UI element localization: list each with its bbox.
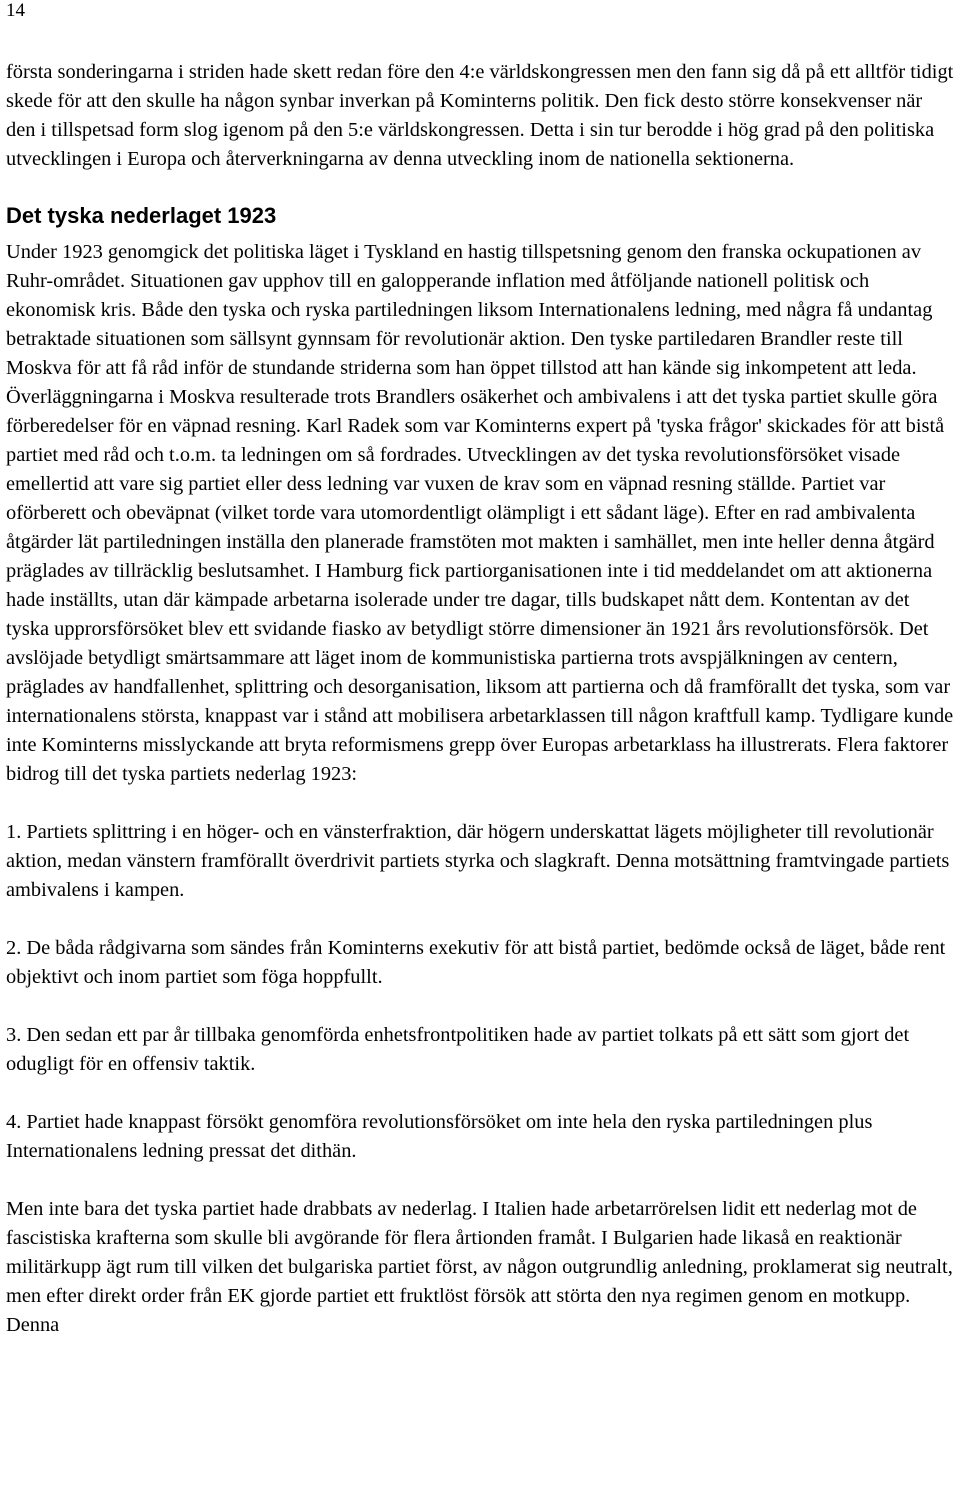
list-item-1: 1. Partiets splittring i en höger- och en vänsterfraktion, där högern underskattat lägets möjligheter till revolutionär aktion, medan vänstern framförallt överdrivit partiets styrka och slagkraft. Denna motsättning framtvingade partiets ambivalens i kampen. bbox=[6, 821, 950, 901]
main-paragraph: Under 1923 genomgick det politiska läget i Tyskland en hastig tillspetsning genom den franska ockupationen av Ruhr-området. Situationen gav upphov till en galopperande inflation med åtföljande nationell politisk och ekonomisk kris. Både den tyska och ryska partiledningen liksom Internationalens ledning, med några få undantag betraktade situationen som sällsynt gynnsam för revolutionär aktion. Den tyske partiledaren Brandler reste till Moskva för att få råd inför de stundande striderna som han öppet tillstod att han kände sig inkompetent att leda. Överläggningarna i Moskva resulterade trots Brandlers osäkerhet och ambivalens i att det tyska partiet skulle göra förberedelser för en väpnad resning. Karl Radek som var Kominterns expert på 'tyska frågor' skickades för att bistå partiet med råd och t.o.m. ta ledningen om så fordrades. Utvecklingen av det tyska revolutionsförsöket visade emellertid att vare sig partiet eller dess ledning var vuxen de krav som en väpnad resning ställde. Partiet var oförberett och obeväpnat (vilket torde vara utomordentligt olämpligt i ett sådant läge). Efter en rad ambivalenta åtgärder lät partiledningen inställa den planerade framstöten mot makten i samhället, men inte heller denna åtgärd präglades av tillräcklig beslutsamhet. I Hamburg fick partiorganisationen inte i tid meddelandet om att aktionerna hade inställts, utan där kämpade arbetarna isolerade under tre dagar, tills budskapet nått dem. Kontentan av det tyska upprorsförsöket blev ett svidande fiasko av betydligt större dimensioner än 1921 års revolutionsförsök. Det avslöjade betydligt smärtsammare att läget inom de kommunistiska partierna trots avspjälkningen av centern, präglades av handfallenhet, splittring och desorganisation, liksom att partierna och då framförallt det tyska, som var internationalens största, knappast var i stånd att mobilisera arbetarklassen till någon kraftfull kamp. Tydligare kunde inte Kominterns misslyckande att bryta reformismens grepp över Europas arbetarklass ha illustrerats. Flera faktorer bidrog till det tyska partiets nederlag 1923: bbox=[6, 241, 954, 785]
page-number: 14 bbox=[6, 0, 25, 21]
section-heading: Det tyska nederlaget 1923 bbox=[6, 203, 277, 228]
document-body bbox=[6, 58, 956, 1340]
list-item-2: 2. De båda rådgivarna som sändes från Kominterns exekutiv för att bistå partiet, bedömde också de läget, både rent objektivt och inom partiet som föga hoppfullt. bbox=[6, 937, 946, 988]
list-item-3: 3. Den sedan ett par år tillbaka genomförda enhetsfrontpolitiken hade av partiet tolkats på ett sätt som gjort det odugligt för en offensiv taktik. bbox=[6, 1024, 910, 1075]
closing-paragraph: Men inte bara det tyska partiet hade drabbats av nederlag. I Italien hade arbetarrörelsen lidit ett nederlag mot de fascistiska krafterna som skulle bli avgörande för flera årtionden framåt. I Bulgarien hade likaså en reaktionär militärkupp ägt rum till vilken det bulgariska partiet först, av någon outgrundlig anledning, proklamerat sig neutralt, men efter direkt order från EK gjorde partiet ett fruktlöst försök att störta den nya regimen genom en motkupp. Denna bbox=[6, 1198, 953, 1336]
intro-paragraph: första sonderingarna i striden hade skett redan före den 4:e världskongressen men den fann sig då på ett alltför tidigt skede för att den skulle ha någon synbar inverkan på Kominterns politik. Den fick desto större konsekvenser när den i tillspetsad form slog igenom på den 5:e världskongressen. Detta i sin tur berodde i hög grad på den politiska utvecklingen i Europa och återverkningarna av denna utveckling inom de nationella sektionerna. bbox=[6, 61, 954, 170]
list-item-4: 4. Partiet hade knappast försökt genomföra revolutionsförsöket om inte hela den ryska partiledningen plus Internationalens ledning pressat det dithän. bbox=[6, 1111, 873, 1162]
